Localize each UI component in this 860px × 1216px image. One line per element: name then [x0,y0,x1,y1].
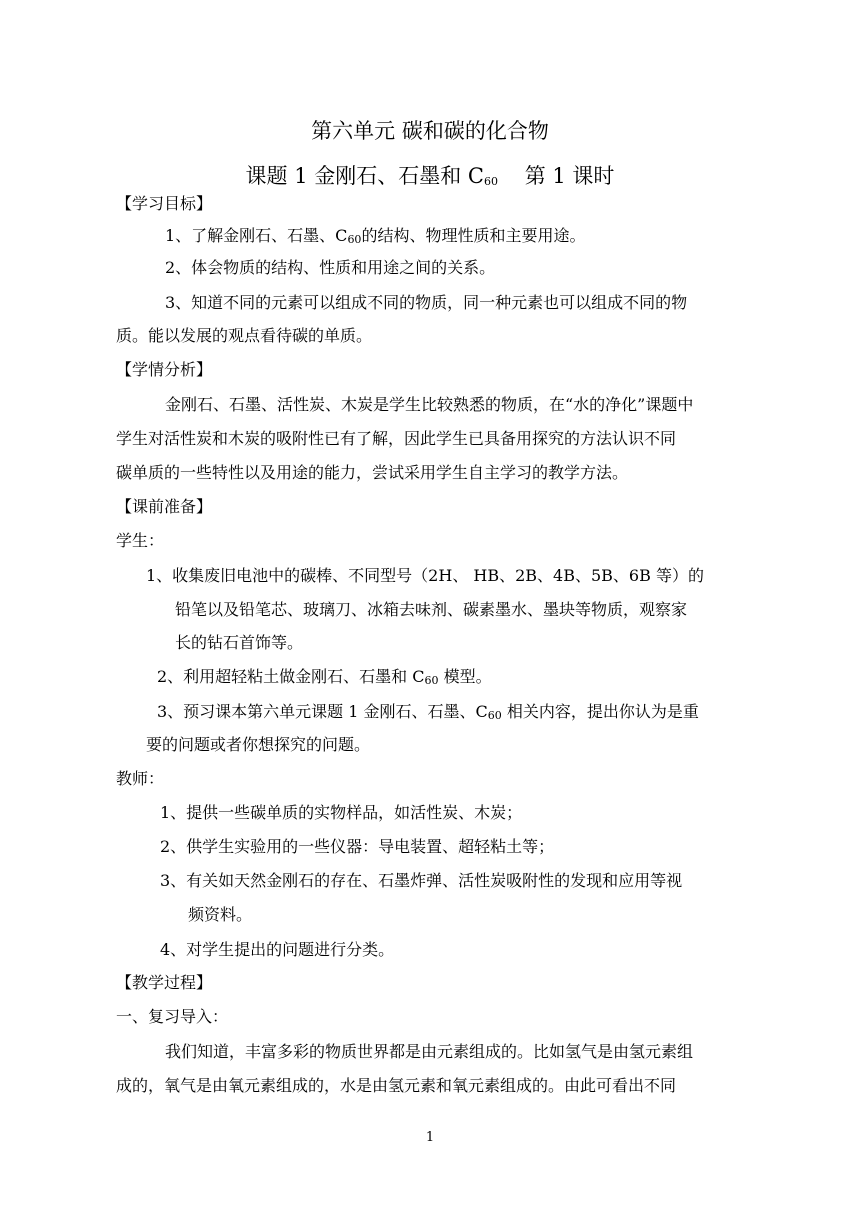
text-line: 质。能以发展的观点看待碳的单质。 [116,326,373,345]
text-line [165,225,585,251]
text-span: 2、利用超轻粘土做金刚石、石墨和 C [157,667,425,686]
text-line: 碳单质的一些特性以及用途的能力，尝试采用学生自主学习的教学方法。 [116,463,629,482]
lesson-title-sub: 60 [484,175,499,188]
text-span: 3、预习课本第六单元课题 1 金刚石、石墨、C [157,702,488,721]
text-line: 1、收集废旧电池中的碳棒、不同型号（2H、 HB、2B、4B、5B、6B 等）的 [146,566,704,585]
text-line: 要的问题或者你想探究的问题。 [146,735,371,754]
text-line: 长的钻石首饰等。 [175,633,304,652]
text-line [157,701,699,727]
text-line: 我们知道，丰富多彩的物质世界都是由元素组成的。比如氢气是由氢元素组 [165,1042,694,1061]
text-line: 学生对活性炭和木炭的吸附性已有了解，因此学生已具备用探究的方法认识不同 [116,429,677,448]
lesson-title-pre: 课题 1 金刚石、石墨和 C [245,164,485,188]
text-line: 铅笔以及铅笔芯、玻璃刀、冰箱去味剂、碳素墨水、墨块等物质，观察家 [175,600,688,619]
lesson-title [0,160,860,190]
text-line: 【学习目标】 [116,194,213,213]
text-line: 3、有关如天然金刚石的存在、石墨炸弹、活性炭吸附性的发现和应用等视 [160,871,683,890]
text-line: 成的，氧气是由氧元素组成的，水是由氢元素和氧元素组成的。由此可看出不同 [116,1076,677,1095]
text-span: 相关内容，提出你认为是重 [501,702,699,721]
text-line: 2、体会物质的结构、性质和用途之间的关系。 [165,258,496,277]
text-line: 1、提供一些碳单质的实物样品，如活性炭、木炭； [160,803,523,822]
text-line: 教师： [116,769,165,788]
text-line: 一、复习导入： [116,1007,229,1026]
subscript: 60 [424,674,439,687]
unit-title: 第六单元 碳和碳的化合物 [311,119,549,143]
text-line: 金刚石、石墨、活性炭、木炭是学生比较熟悉的物质，在“水的净化”课题中 [165,395,694,414]
text-line: 4、对学生提出的问题进行分类。 [160,940,395,959]
text-line: 频资料。 [188,905,253,924]
text-span: 的结构、物理性质和主要用途。 [361,226,586,245]
lesson-title-post: 第 1 课时 [498,164,615,188]
text-line: 【课前准备】 [116,497,213,516]
subscript: 60 [347,233,362,246]
text-span: 模型。 [438,667,492,686]
subscript: 60 [487,709,502,722]
text-line [157,666,492,692]
text-line: 2、供学生实验用的一些仪器：导电装置、超轻粘土等； [160,837,555,856]
page-number: 1 [425,1130,435,1145]
text-span: 1、了解金刚石、石墨、C [165,226,348,245]
text-line: 【学情分析】 [116,360,213,379]
text-line: 【教学过程】 [116,973,213,992]
text-line: 学生： [116,531,165,550]
text-line: 3、知道不同的元素可以组成不同的物质，同一种元素也可以组成不同的物 [165,293,688,312]
